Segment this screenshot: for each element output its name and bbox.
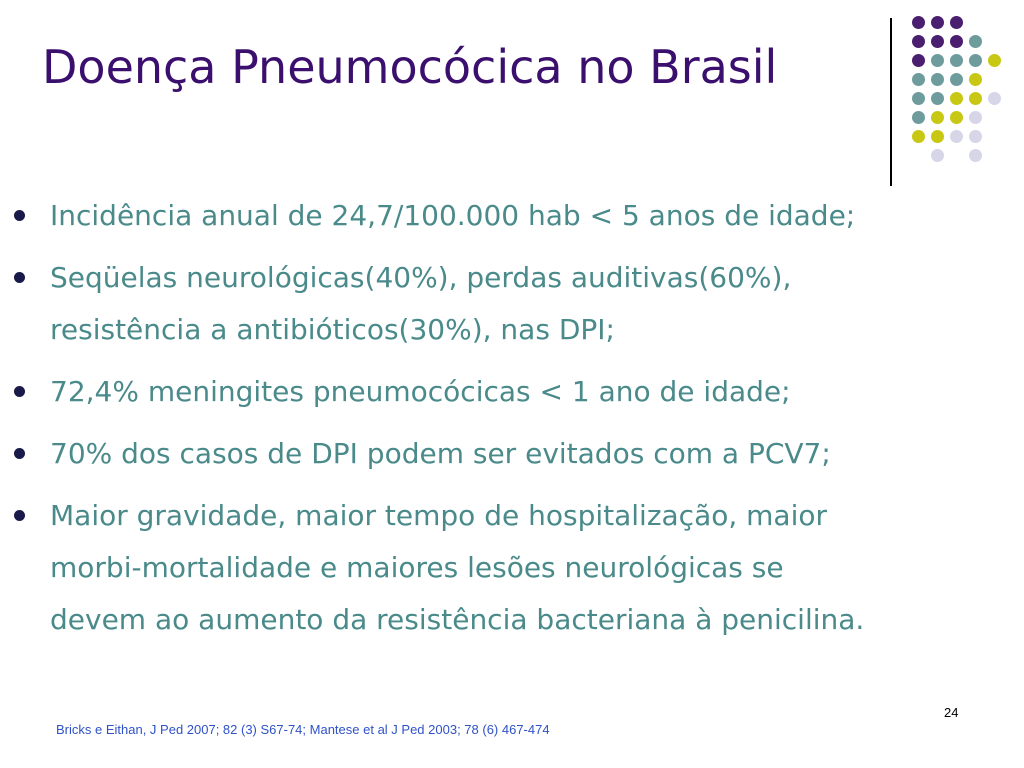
decor-dot (931, 73, 944, 86)
decor-dot (912, 54, 925, 67)
decor-dot (931, 16, 944, 29)
bullet-marker (14, 386, 25, 397)
bullet-marker (14, 210, 25, 221)
bullet-text (50, 428, 960, 480)
decor-dot (912, 130, 925, 143)
decor-dot (931, 149, 944, 162)
bullet-line: 72,4% meningites pneumocócicas < 1 ano de idade; (50, 375, 791, 408)
decor-dot (912, 16, 925, 29)
decor-dot (950, 111, 963, 124)
decor-dot (988, 54, 1001, 67)
decor-dot (912, 111, 925, 124)
bullet-line: resistência a antibióticos(30%), nas DPI; (50, 313, 615, 346)
bullet-text (50, 252, 960, 356)
bullet-line: Incidência anual de 24,7/100.000 hab < 5 anos de idade; (50, 199, 856, 232)
bullet-text (50, 366, 960, 418)
decor-dot (931, 92, 944, 105)
slide-title: Doença Pneumocócica no Brasil (42, 40, 778, 94)
decor-dot (950, 92, 963, 105)
decor-dot (969, 92, 982, 105)
decor-dot (931, 111, 944, 124)
decor-dot (931, 35, 944, 48)
bullet-line: Maior gravidade, maior tempo de hospitalização, maior (50, 499, 828, 532)
decor-dot (969, 130, 982, 143)
decor-dot (969, 149, 982, 162)
bullet-line: 70% dos casos de DPI podem ser evitados com a PCV7; (50, 437, 831, 470)
decor-dot (969, 73, 982, 86)
decor-dot (950, 54, 963, 67)
decor-dot (912, 92, 925, 105)
decor-dot (950, 35, 963, 48)
bullet-line: devem ao aumento da resistência bacteriana à penicilina. (50, 603, 865, 636)
decor-dot (931, 130, 944, 143)
decor-dot (912, 73, 925, 86)
bullet-text (50, 190, 960, 242)
decor-dot (969, 111, 982, 124)
bullet-marker (14, 272, 25, 283)
bullet-marker (14, 510, 25, 521)
decor-dot (969, 35, 982, 48)
decor-dot (931, 54, 944, 67)
decor-dot (950, 73, 963, 86)
bullet-line: morbi-mortalidade e maiores lesões neurológicas se (50, 551, 784, 584)
decor-dot (912, 35, 925, 48)
citation-footnote: Bricks e Eithan, J Ped 2007; 82 (3) S67-74; Mantese et al J Ped 2003; 78 (6) 467-474 (56, 722, 550, 737)
bullet-line: Seqüelas neurológicas(40%), perdas auditivas(60%), (50, 261, 792, 294)
decor-dot (950, 16, 963, 29)
page-number: 24 (944, 705, 959, 720)
bullet-text (50, 490, 960, 646)
decor-dot (988, 92, 1001, 105)
bullet-marker (14, 448, 25, 459)
title-divider-line (890, 18, 892, 186)
decor-dot (950, 130, 963, 143)
decor-dot (969, 54, 982, 67)
